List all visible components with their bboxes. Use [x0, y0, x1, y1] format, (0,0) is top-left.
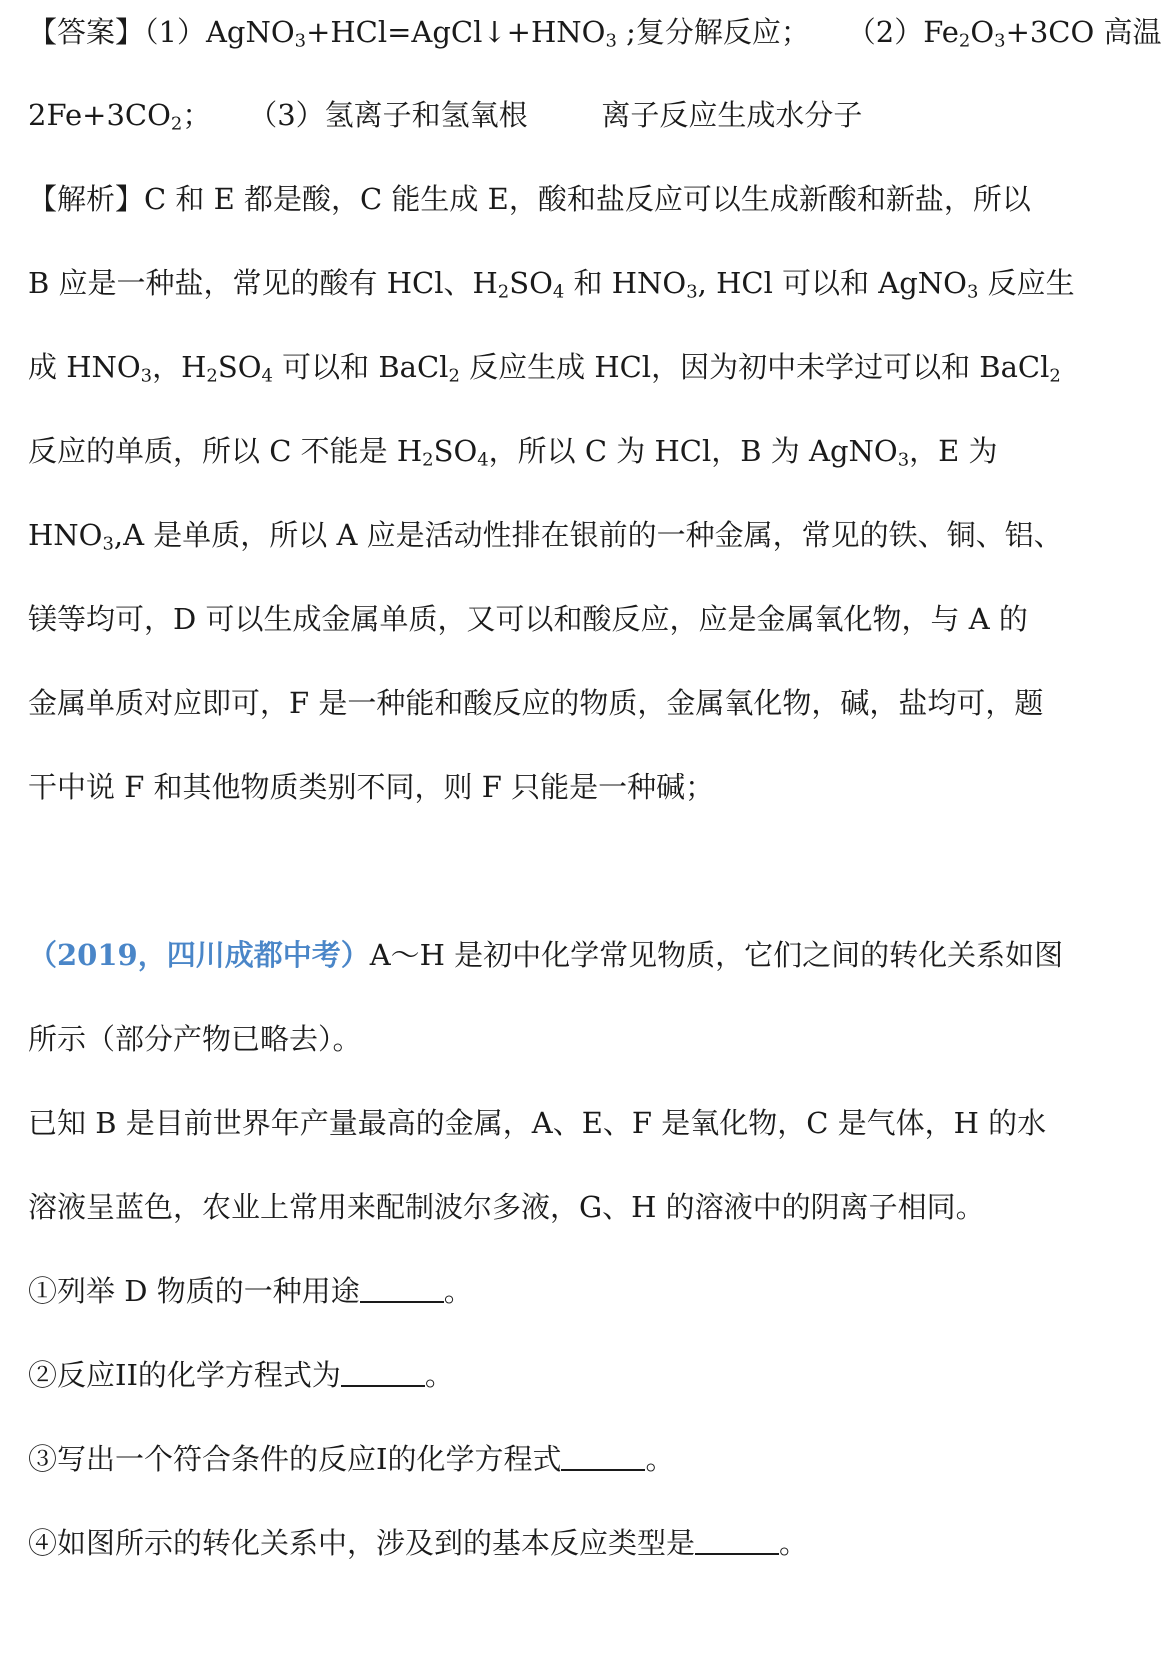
analysis-line-1: 【解析】C 和 E 都是酸，C 能生成 E，酸和盐反应可以生成新酸和新盐，所以 — [28, 182, 1031, 216]
answer-blank[interactable] — [360, 1275, 444, 1303]
answer-line-2: $2Fe+3CO_2$； （3）氢离子和氢氧根 离子反应生成水分子 — [28, 98, 863, 135]
question-line-2: 所示（部分产物已略去）。 — [28, 1022, 362, 1056]
sub-question-4: ④如图所示的转化关系中，涉及到的基本反应类型是 。 — [28, 1526, 809, 1560]
analysis-line-6: 镁等均可，D 可以生成金属单质，又可以和酸反应，应是金属氧化物，与 A 的 — [28, 602, 1028, 636]
answer-label: 【答案】 — [28, 15, 145, 49]
analysis-line-5: $HNO_3,A$ 是单质，所以 A 应是活动性排在银前的一种金属，常见的铁、铜、铝、 — [28, 518, 1063, 555]
question-line-4: 溶液呈蓝色，农业上常用来配制波尔多液，G、H 的溶液中的阴离子相同。 — [28, 1190, 985, 1224]
sub-question-3: ③写出一个符合条件的反应I的化学方程式 。 — [28, 1442, 675, 1476]
analysis-line-4: 反应的单质，所以 C 不能是 $H_2SO_4$，所以 C 为 HCl，B 为 AgNO$_3$，E 为 — [28, 434, 998, 471]
question-line-3: 已知 B 是目前世界年产量最高的金属，A、E、F 是氧化物，C 是气体，H 的水 — [28, 1106, 1047, 1140]
answer-blank[interactable] — [695, 1527, 779, 1555]
answer-blank[interactable] — [561, 1443, 645, 1471]
analysis-line-8: 干中说 F 和其他物质类别不同，则 F 只能是一种碱； — [28, 770, 715, 804]
analysis-line-2: B 应是一种盐，常见的酸有 HCl、$H_2SO_4$ 和 $HNO_3$, HCl 可以和 AgNO$_3$ 反应生 — [28, 266, 1075, 303]
sub-question-2: ②反应II的化学方程式为 。 — [28, 1358, 454, 1392]
sub-question-1: ①列举 D 物质的一种用途 。 — [28, 1274, 473, 1308]
answer-line-1: 【答案】$(1)AgNO_3+HCl=AgCl↓+HNO_3$ ;复分解反应； $(2)Fe_2O_3+3CO$ 高温 — [28, 15, 1162, 52]
question-line-1: （2019，四川成都中考）A～H 是初中化学常见物质，它们之间的转化关系如图 — [28, 938, 1064, 972]
question-source: （2019，四川成都中考） — [28, 938, 370, 972]
answer-blank[interactable] — [341, 1359, 425, 1387]
analysis-label: 【解析】 — [28, 182, 145, 216]
analysis-line-3: 成 $HNO_3$，$H_2SO_4$ 可以和 BaCl$_2$ 反应生成 HCl，因为初中未学过可以和 BaCl$_2$ — [28, 350, 1061, 387]
analysis-line-7: 金属单质对应即可，F 是一种能和酸反应的物质，金属氧化物，碱，盐均可，题 — [28, 686, 1044, 720]
